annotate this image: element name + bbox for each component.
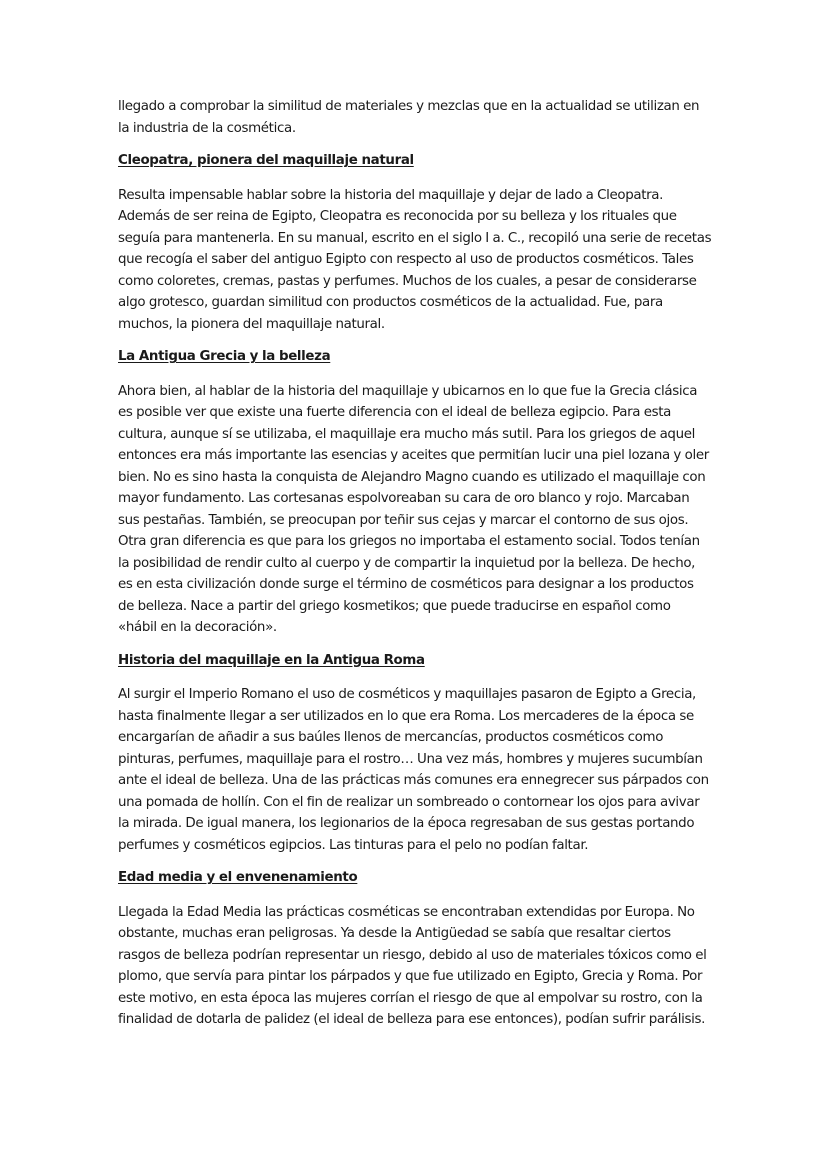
- paragraph-grecia: Ahora bien, al hablar de la historia del maquillaje y ubicarnos en lo que fue la Grecia clásica es posible ver que existe una fuerte diferencia con el ideal de belleza egipcio. Para esta cultura, aunque sí se utilizaba, el maquillaje era mucho más sutil. Para los griegos de aquel entonces era más importante las esencias y aceites que permitían lucir una piel lozana y oler bien. No es sino hasta la conquista de Alejandro Magno cuando es utilizado el maquillaje con mayor fundamento. Las cortesanas espolvoreaban su cara de oro blanco y rojo. Marcaban sus pestañas. También, se preocupan por teñir sus cejas y marcar el contorno de sus ojos. Otra gran diferencia es que para los griegos no importaba el estamento social. Todos tenían la posibilidad de rendir culto al cuerpo y de compartir la inquietud por la belleza. De hecho, es en esta civilización donde surge el término de cosméticos para designar a los productos de belleza. Nace a partir del griego kosmetikos; que puede traducirse en español como «hábil en la decoración».: [118, 383, 709, 635]
- paragraph-edad-media: Llegada la Edad Media las prácticas cosméticas se encontraban extendidas por Europa. No obstante, muchas eran peligrosas. Ya desde la Antigüedad se sabía que resaltar ciertos rasgos de belleza podrían representar un riesgo, debido al uso de materiales tóxicos como el plomo, que servía para pintar los párpados y que fue utilizado en Egipto, Grecia y Roma. Por este motivo, en esta época las mujeres corrían el riesgo de que al empolvar su rostro, con la finalidad de dotarla de palidez (el ideal de belleza para ese entonces), podían sufrir parálisis.: [118, 904, 707, 1027]
- paragraph-cleopatra: Resulta impensable hablar sobre la historia del maquillaje y dejar de lado a Cleopatra. Además de ser reina de Egipto, Cleopatra es reconocida por su belleza y los rituales que seguía para mantenerla. En su manual, escrito en el siglo I a. C., recopiló una serie de recetas que recogía el saber del antiguo Egipto con respecto al uso de productos cosméticos. Tales como coloretes, cremas, pastas y perfumes. Muchos de los cuales, a pesar de considerarse algo grotesco, guardan similitud con productos cosméticos de la actualidad. Fue, para muchos, la pionera del maquillaje natural.: [118, 187, 712, 332]
- spacer: [118, 139, 712, 150]
- spacer: [118, 856, 712, 867]
- spacer: [118, 172, 712, 185]
- heading-edad-media: Edad media y el envenenamiento: [118, 870, 358, 885]
- paragraph-roma: Al surgir el Imperio Romano el uso de cosméticos y maquillajes pasaron de Egipto a Grecia, hasta finalmente llegar a ser utilizados en lo que era Roma. Los mercaderes de la época se encargarían de añadir a sus baúles llenos de mercancías, productos cosméticos como pinturas, perfumes, maquillaje para el rostro… Una vez más, hombres y mujeres sucumbían ante el ideal de belleza. Una de las prácticas más comunes era ennegrecer sus párpados con una pomada de hollín. Con el fin de realizar un sombreado o contornear los ojos para avivar la mirada. De igual manera, los legionarios de la época regresaban de sus gestas portando perfumes y cosméticos egipcios. Las tinturas para el pelo no podían faltar.: [118, 687, 709, 853]
- spacer: [118, 368, 712, 381]
- spacer: [118, 639, 712, 650]
- spacer: [118, 335, 712, 346]
- heading-grecia: La Antigua Grecia y la belleza: [118, 349, 331, 364]
- document-page: [118, 96, 712, 1031]
- spacer: [118, 889, 712, 902]
- heading-cleopatra: Cleopatra, pionera del maquillaje natural: [118, 153, 414, 168]
- intro-paragraph: llegado a comprobar la similitud de materiales y mezclas que en la actualidad se utilizan en la industria de la cosmética.: [118, 99, 700, 136]
- spacer: [118, 671, 712, 684]
- heading-roma: Historia del maquillaje en la Antigua Roma: [118, 652, 425, 668]
